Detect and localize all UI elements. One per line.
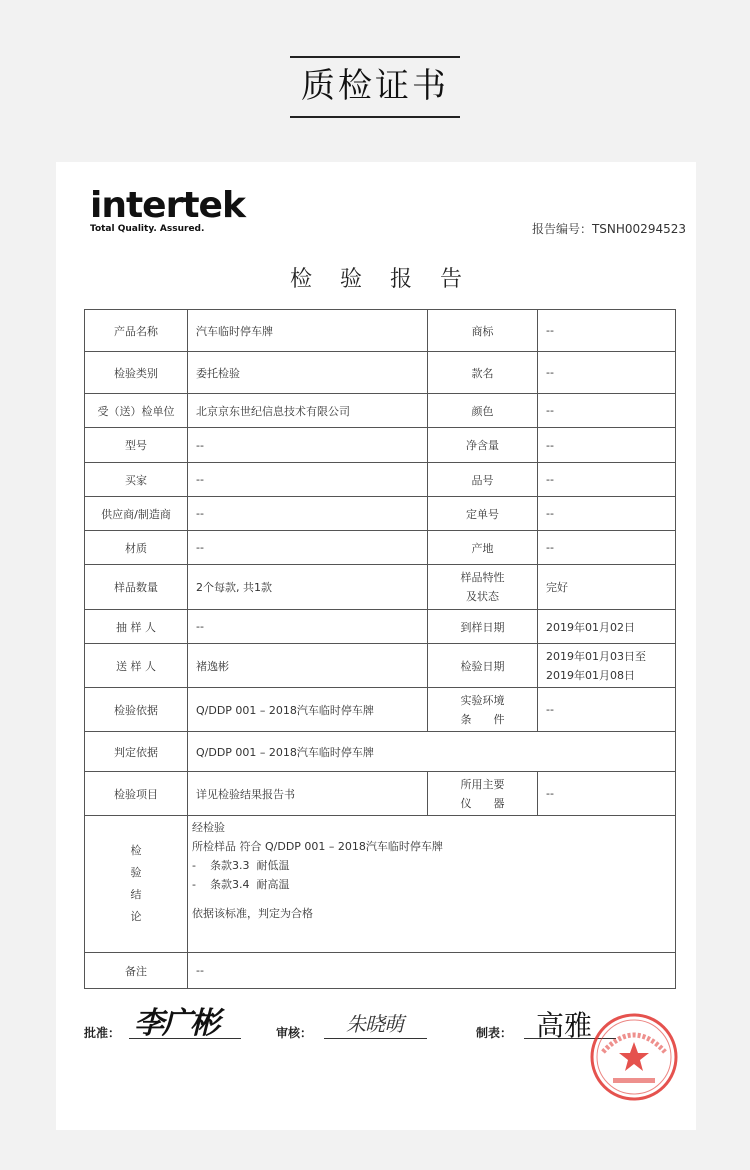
label-line: 仪 器 [460, 796, 505, 810]
conclusion-item: - 条款3.4 耐高温 [192, 878, 290, 891]
conclusion-char: 结 [130, 888, 142, 901]
label-line: 所用主要 [460, 777, 505, 791]
cell-label: 型号 [85, 428, 188, 463]
approve-signature: 李广彬 [134, 1006, 218, 1041]
conclusion-text [188, 816, 676, 953]
label-line: 条 件 [460, 712, 505, 726]
banner [0, 0, 750, 130]
cell-label: 净含量 [428, 428, 538, 463]
review-signature: 朱晓萌 [346, 1012, 403, 1036]
spacer [192, 894, 671, 904]
cell-value: 汽车临时停车牌 [188, 310, 428, 352]
table-row [85, 394, 676, 428]
table-row [85, 688, 676, 732]
date-line: 2019年01月03日至 [546, 649, 646, 663]
cell-label: 到样日期 [428, 610, 538, 644]
certificate-paper [56, 162, 696, 1130]
cell-value: -- [538, 394, 676, 428]
cell-label [428, 688, 538, 732]
cell-label: 检验类别 [85, 352, 188, 394]
inspection-table [84, 309, 676, 989]
review-line [324, 1038, 427, 1039]
logo-tagline: Total Quality. Assured. [90, 224, 205, 234]
intertek-logo [90, 186, 270, 246]
table-row [85, 428, 676, 463]
cell-value: -- [538, 497, 676, 531]
cell-value: Q/DDP 001 – 2018汽车临时停车牌 [188, 732, 676, 772]
cell-label: 商标 [428, 310, 538, 352]
logo-wordmark: intertek [90, 185, 245, 226]
cell-value: -- [538, 772, 676, 816]
approve-label: 批准： [84, 1026, 121, 1040]
cell-value: 北京京东世纪信息技术有限公司 [188, 394, 428, 428]
cell-label: 检验项目 [85, 772, 188, 816]
cell-label: 产品名称 [85, 310, 188, 352]
cell-label: 抽 样 人 [85, 610, 188, 644]
cell-label: 备注 [85, 953, 188, 989]
cell-label: 样品数量 [85, 565, 188, 610]
cell-label: 买家 [85, 463, 188, 497]
cell-label [428, 565, 538, 610]
cell-label: 材质 [85, 531, 188, 565]
cell-value: 褚逸彬 [188, 644, 428, 688]
table-row [85, 352, 676, 394]
cell-label: 定单号 [428, 497, 538, 531]
label-line: 及状态 [466, 590, 499, 603]
cell-value: -- [538, 352, 676, 394]
cell-label: 供应商/制造商 [85, 497, 188, 531]
conclusion-char: 验 [130, 866, 142, 879]
cell-label: 判定依据 [85, 732, 188, 772]
cell-value [538, 644, 676, 688]
cell-label: 受（送）检单位 [85, 394, 188, 428]
conclusion-item: - 条款3.3 耐低温 [192, 859, 290, 872]
cell-value: -- [188, 531, 428, 565]
prepare-label: 制表： [476, 1026, 513, 1040]
cell-value: 详见检验结果报告书 [188, 772, 428, 816]
cell-value: 2019年01月02日 [538, 610, 676, 644]
conclusion-row [85, 816, 676, 953]
cell-value: -- [538, 531, 676, 565]
cell-value: 2个每款, 共1款 [188, 565, 428, 610]
cell-label: 产地 [428, 531, 538, 565]
label-line: 实验环境 [460, 693, 505, 707]
cell-value: -- [188, 428, 428, 463]
table-row [85, 531, 676, 565]
conclusion-label [85, 816, 188, 953]
label-line: 样品特性 [460, 571, 505, 584]
table-row [85, 953, 676, 989]
cell-label: 款名 [428, 352, 538, 394]
cell-label [428, 772, 538, 816]
cell-value: -- [188, 953, 676, 989]
cell-value: -- [188, 610, 428, 644]
table-row [85, 497, 676, 531]
cell-value: 委托检验 [188, 352, 428, 394]
table-row [85, 565, 676, 610]
cell-label: 颜色 [428, 394, 538, 428]
cell-value: -- [538, 463, 676, 497]
conclusion-char: 检 [130, 844, 142, 857]
cell-value: 完好 [538, 565, 676, 610]
cell-label: 送 样 人 [85, 644, 188, 688]
conclusion-line: 所检样品 符合 Q/DDP 001 – 2018汽车临时停车牌 [192, 840, 443, 853]
official-seal-icon [589, 1012, 679, 1102]
conclusion-line: 依据该标准，判定为合格 [192, 907, 313, 920]
document-title: 检验报告 [289, 267, 490, 292]
prepare-signature: 高雅 [536, 1009, 593, 1042]
conclusion-char: 论 [130, 910, 142, 923]
cell-value: -- [538, 428, 676, 463]
cell-value: Q/DDP 001 – 2018汽车临时停车牌 [188, 688, 428, 732]
cell-label: 品号 [428, 463, 538, 497]
cell-value: -- [538, 310, 676, 352]
table-row [85, 463, 676, 497]
table-row [85, 310, 676, 352]
banner-title: 质检证书 [290, 56, 460, 118]
table-row [85, 772, 676, 816]
cell-label: 检验日期 [428, 644, 538, 688]
table-row [85, 644, 676, 688]
cell-value: -- [538, 688, 676, 732]
cell-label: 检验依据 [85, 688, 188, 732]
date-line: 2019年01月08日 [546, 668, 635, 682]
cell-value: -- [188, 497, 428, 531]
cell-value: -- [188, 463, 428, 497]
table-row [85, 732, 676, 772]
conclusion-line: 经检验 [192, 821, 225, 834]
review-label: 审核： [276, 1026, 313, 1040]
report-number: 报告编号：TSNH00294523 [531, 222, 686, 236]
table-row [85, 610, 676, 644]
